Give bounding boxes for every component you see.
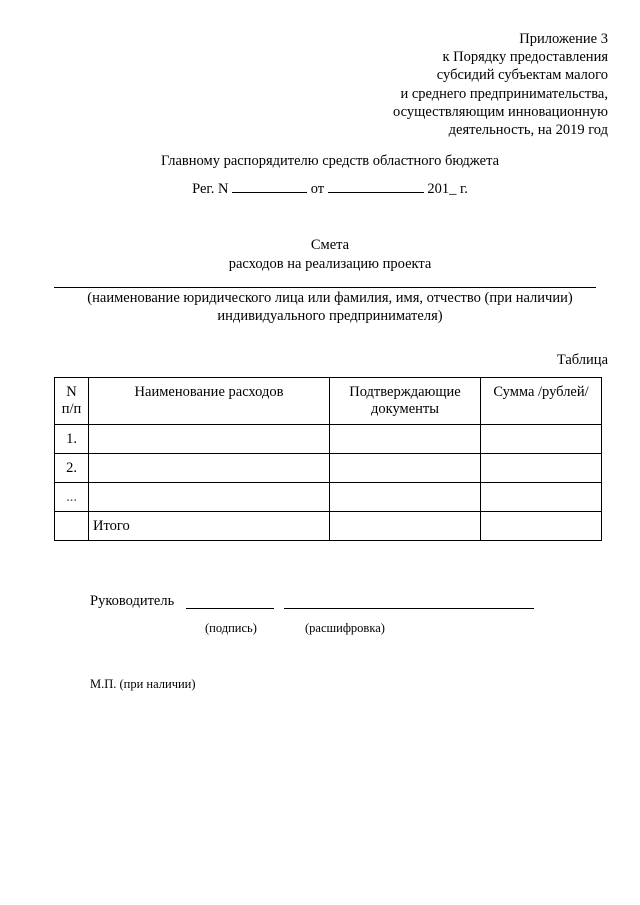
header-documents: Подтверждающие документы	[330, 378, 481, 425]
header-sum: Сумма /рублей/	[481, 378, 602, 425]
appendix-line: осуществляющим инновационную	[393, 103, 608, 120]
sum-cell[interactable]	[481, 425, 602, 454]
total-sum-cell[interactable]	[481, 512, 602, 541]
stamp-label: М.П. (при наличии)	[90, 677, 196, 691]
header-expense-name: Наименование расходов	[89, 378, 330, 425]
sum-cell[interactable]	[481, 483, 602, 512]
decode-hint: (расшифровка)	[305, 621, 385, 635]
appendix-line: и среднего предпринимательства,	[400, 85, 608, 102]
table-row	[55, 425, 602, 454]
table-row	[55, 454, 602, 483]
row-number: ...	[55, 483, 89, 512]
appendix-line: к Порядку предоставления	[442, 49, 608, 66]
expense-name-cell[interactable]	[89, 425, 330, 454]
appendix-line: Приложение 3	[519, 31, 608, 47]
signature-label: Руководитель	[90, 593, 175, 609]
row-number	[55, 512, 89, 541]
registration-line	[0, 180, 640, 198]
header-number: N п/п	[55, 378, 89, 425]
documents-cell[interactable]	[330, 454, 481, 483]
sum-cell[interactable]	[481, 454, 602, 483]
subject-hint-line2: индивидуального предпринимателя)	[217, 308, 443, 324]
expense-table	[54, 377, 602, 541]
signature-decode-field[interactable]	[284, 608, 534, 609]
appendix-line: субсидий субъектам малого	[436, 67, 608, 84]
document-subtitle: расходов на реализацию проекта	[228, 256, 432, 272]
reg-prefix: Рег. N	[192, 181, 229, 197]
reg-from: от	[310, 181, 325, 197]
expense-name-cell[interactable]	[89, 483, 330, 512]
appendix-line: деятельность, на 2019 год	[448, 122, 608, 139]
signature-hint: (подпись)	[205, 621, 257, 635]
documents-cell[interactable]	[330, 483, 481, 512]
addressee: Главному распорядителю средств областного бюджета	[160, 153, 500, 169]
row-number: 2.	[55, 454, 89, 483]
table-header-row	[55, 378, 602, 425]
signature-field[interactable]	[186, 608, 274, 609]
total-label: Итого	[89, 512, 330, 541]
documents-cell[interactable]	[330, 425, 481, 454]
expense-name-cell[interactable]	[89, 454, 330, 483]
row-number: 1.	[55, 425, 89, 454]
table-total-row	[55, 512, 602, 541]
table-row	[55, 483, 602, 512]
table-caption: Таблица	[556, 352, 608, 368]
document-title: Смета	[310, 237, 350, 253]
appendix-header	[393, 30, 608, 139]
reg-date-field[interactable]	[328, 180, 424, 193]
subject-hint-line1: (наименование юридического лица или фамилия, имя, отчество (при наличии)	[87, 290, 573, 306]
reg-number-field[interactable]	[232, 180, 307, 193]
reg-year: 201_ г.	[427, 181, 468, 197]
subject-name-field[interactable]	[54, 287, 596, 288]
documents-cell[interactable]	[330, 512, 481, 541]
